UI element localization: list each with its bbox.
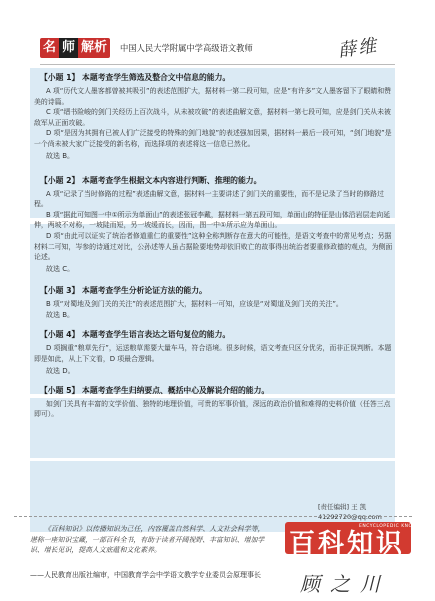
question-title: 【小题 3】 本题考查学生分析论证方法的能力。 bbox=[40, 285, 207, 295]
magazine-logo bbox=[285, 522, 435, 568]
question-title: 【小题 2】 本题考查学生根据文本内容进行判断、推理的能力。 bbox=[40, 175, 262, 185]
editor-credit bbox=[318, 502, 382, 522]
footer-quote-block bbox=[30, 524, 266, 556]
question-2 bbox=[34, 175, 394, 275]
question-title: 【小题 4】 本题考查学生语言表达之语句复位的能力。 bbox=[40, 330, 231, 340]
question-1 bbox=[34, 72, 394, 162]
brand-part-3: 解析 bbox=[78, 38, 110, 58]
author-signature: 薛维 bbox=[336, 35, 380, 62]
header-divider bbox=[40, 64, 395, 65]
analysis-paragraph: D 项搁重“粮草先行”，运送粮草需要大量车马，符合语境。很多时候，语文考查只区分优劣，而非正误判断。本题即是如此，从上下文看，D 项最合逻辑。 bbox=[34, 344, 392, 363]
brand-part-1: 名 bbox=[40, 38, 59, 58]
analysis-paragraph: D 项“由此可以证实了统治者修道重仁的重要性”这种全称判断存在意大的可能性，是语文考查中的常见考点；另据材料二可知，岑参的诗通过对比，公孙述等人虽占据险要地势却依旧败亡的故事得出统治者要重修政德的观点，为侧面论述。 bbox=[34, 231, 393, 262]
header bbox=[40, 35, 395, 62]
answer-line: 故选 D。 bbox=[46, 366, 75, 375]
footer-credit: ——人民教育出版社编审，中国教育学会中学语文教学专业委员会原理事长 bbox=[30, 571, 261, 579]
question-5 bbox=[34, 385, 394, 420]
answer-line: 故选 B。 bbox=[46, 151, 75, 160]
footer-signature: 顾之川 bbox=[300, 572, 390, 596]
analysis-paragraph: C 项“缙书险峻的剑门关经历上百次战斗，从未被攻破”的表述曲解文意，据材料一第七段可知，应是剑门关从未被敌军从正面攻破。 bbox=[34, 108, 391, 127]
editor-email: 41292720@qq.com bbox=[318, 513, 382, 521]
analysis-paragraph: D 项“是因为其拥有已被人们广泛接受的特殊的剑门地貌”的表述强加因果，据材料一最后一段可知，“剑门地貌”是一个尚未被大家广泛接受的新名称，而选择项的表述将这一信息已然化。 bbox=[34, 129, 392, 148]
footer-divider bbox=[14, 516, 412, 517]
question-title: 【小题 5】 本题考查学生归纳要点、概括中心及解说介绍的能力。 bbox=[40, 385, 270, 395]
brand-part-2: 师 bbox=[59, 38, 78, 58]
logo-english: ENCYCLOPEDIC KNOWLEDGE bbox=[359, 524, 435, 529]
analysis-paragraph: 如剑门关具有丰富的文学价值、独特的地理价值，可贵的军事价值，深远的政治价值和难得的史料价值（任答三点即可）。 bbox=[34, 399, 391, 419]
question-3 bbox=[34, 285, 394, 322]
analysis-paragraph: A 项“记录了当时修路的过程”表述曲解文意，据材料一主要讲述了剑门关的重要性，而不是记录了当时的修路过程。 bbox=[34, 189, 384, 209]
question-title: 【小题 1】 本题考查学生筛选及整合文中信息的能力。 bbox=[40, 73, 231, 82]
brand-badge bbox=[40, 38, 110, 58]
answer-line: 故选 C。 bbox=[46, 264, 75, 273]
answer-line: 故选 B。 bbox=[46, 311, 75, 320]
analysis-content bbox=[34, 72, 394, 420]
author-line: 中国人民大学附属中学高级语文教师 bbox=[120, 43, 253, 53]
editor-name: [责任编辑] 王 凯 bbox=[318, 503, 367, 511]
footer-quote: 《百科知识》以传播知识为己任，内容覆盖自然科学、人文社会科学等，堪称一座知识宝藏，一部百科全书，有助于读者开阔视野、丰富知识、增加学识、增长见识，提高人文底蕴和文化素养。 bbox=[30, 525, 265, 555]
analysis-paragraph: B 项“对蜀地及剑门关的关注”的表述范围扩大，据材料一可知，应该是“对蜀道及剑门关的关注”。 bbox=[46, 299, 343, 308]
analysis-paragraph: A 项“历代文人墨客都曾被其吸引”的表述范围扩大，据材料一第二段可知，应是“有许多”文人墨客留下了眼睛和赞美的诗篇。 bbox=[34, 87, 392, 106]
logo-title: 百科知识 bbox=[289, 529, 406, 559]
question-4 bbox=[34, 329, 394, 376]
analysis-paragraph: B 项“据此可知图一中①所示为单面山”的表述张冠李戴，据材料一第五段可知，单面山的特征是山体沿岩层走向延伸，两坡不对称，一坡陡而短，另一坡缓而长，因而，图一中①所示应为单面山。 bbox=[34, 210, 391, 230]
